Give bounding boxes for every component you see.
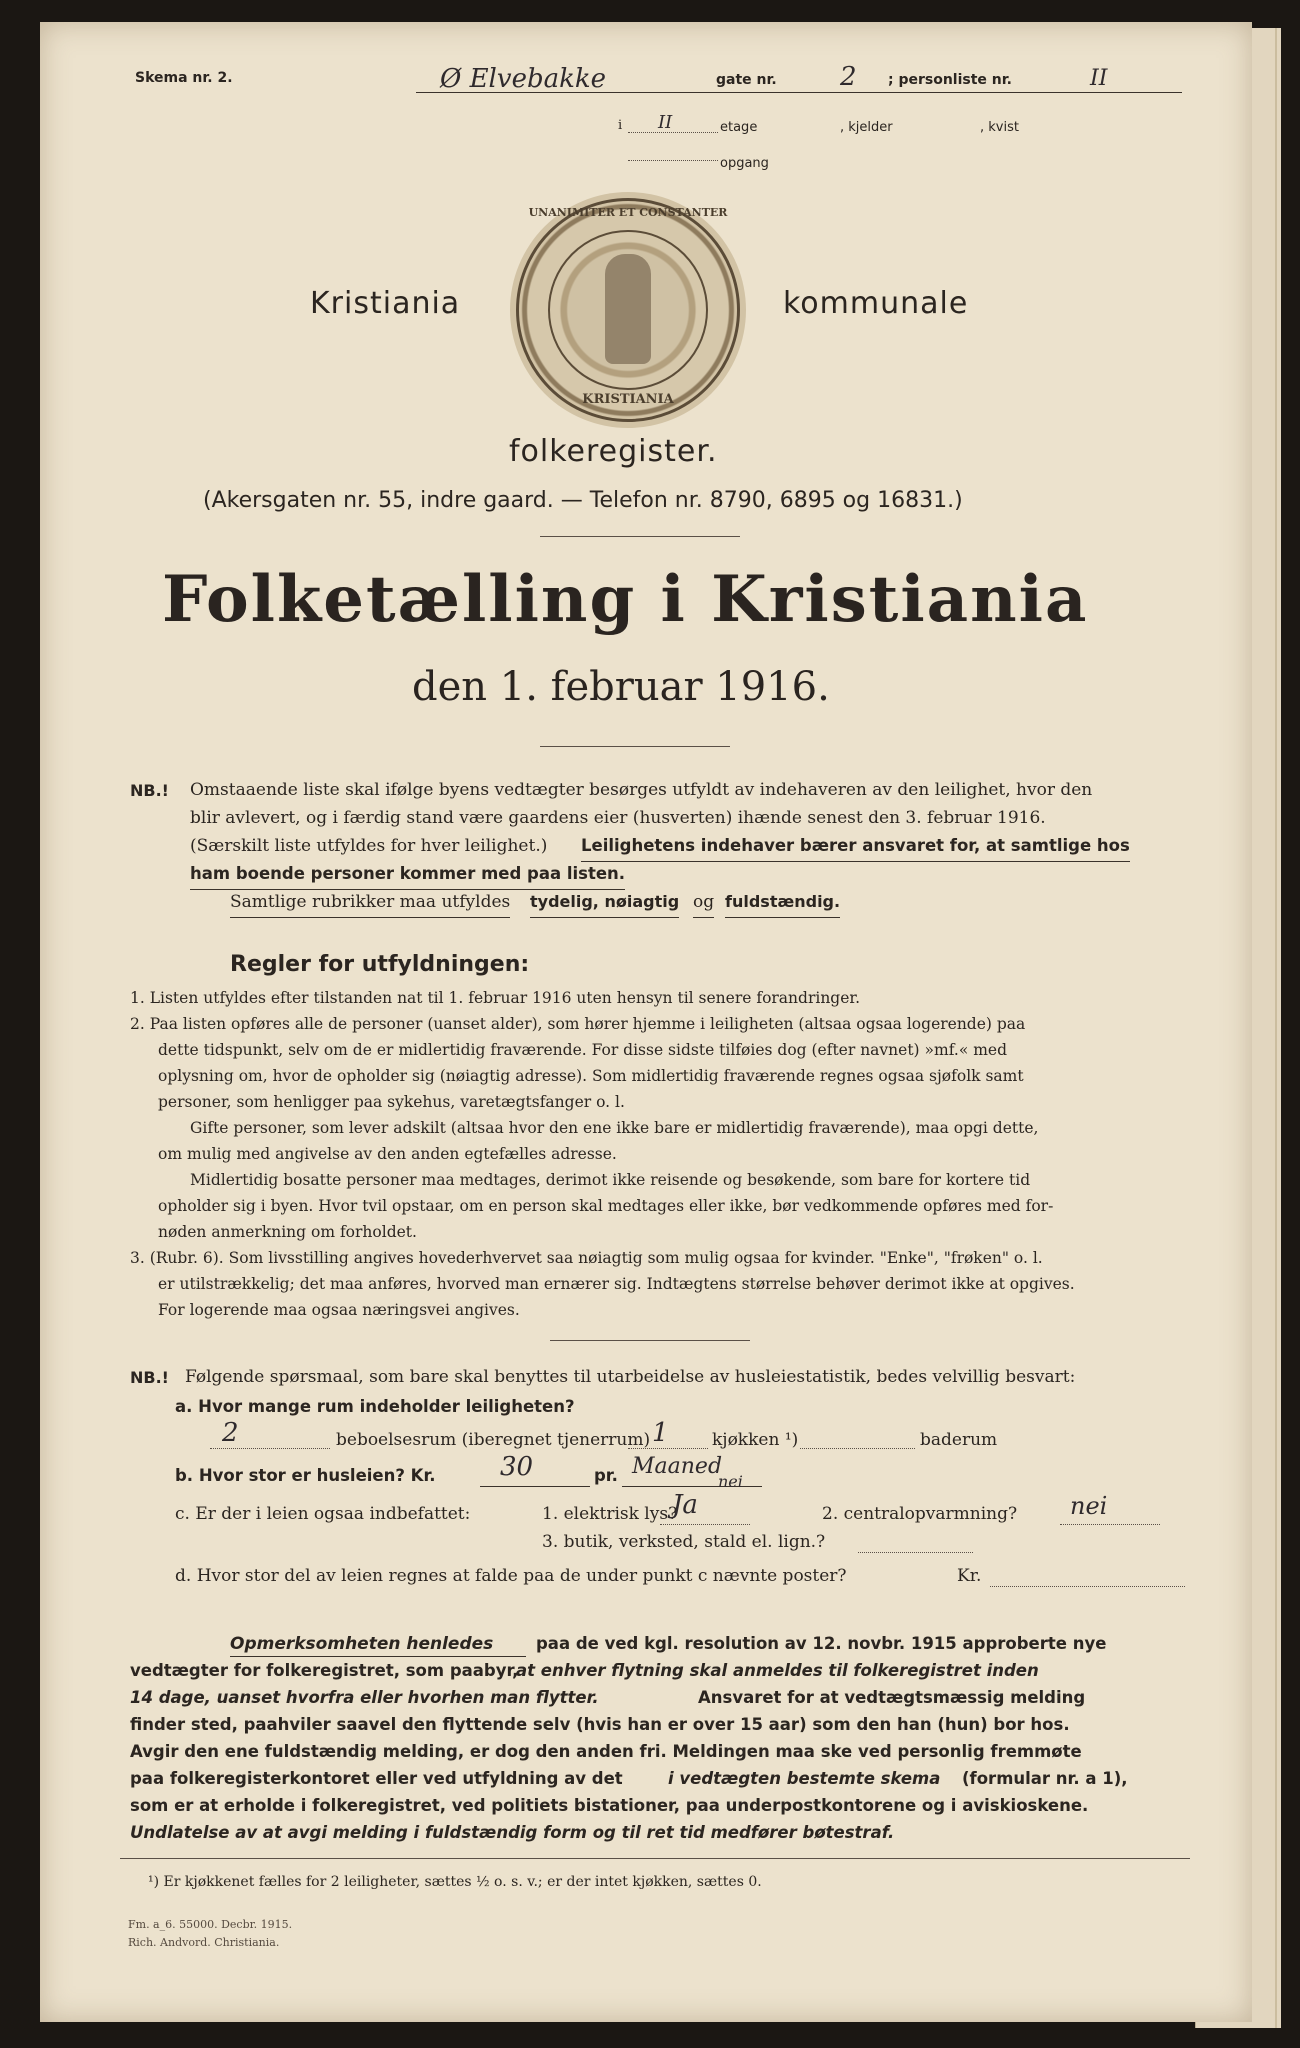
- nb1-line1: Omstaaende liste skal ifølge byens vedtægter besørges utfyldt av indehaveren av den leilighet, hvor den: [190, 780, 1093, 800]
- nb2-c-question: c. Er der i leien ogsaa indbefattet:: [175, 1504, 471, 1524]
- notice-line1: paa de ved kgl. resolution av 12. novbr. 1915 approberte nye: [536, 1634, 1107, 1653]
- nb1-line5d: fuldstændig.: [725, 888, 840, 918]
- rooms-handwritten: 2: [222, 1418, 239, 1448]
- form-date: den 1. februar 1916.: [412, 664, 830, 710]
- nb1-line5a: Samtlige rubrikker maa utfyldes: [230, 888, 510, 918]
- gate-label: gate nr.: [716, 72, 777, 88]
- seal-figure: [605, 254, 651, 364]
- notice-line5: Avgir den ene fuldstændig melding, er dog den anden fri. Meldingen maa ske ved personlig fremmøte: [130, 1742, 1082, 1761]
- c1-dots: [660, 1524, 750, 1525]
- census-form-page: [40, 22, 1252, 2022]
- c3-label: 3. butik, verksted, stald el. lign.?: [542, 1532, 826, 1552]
- notice-line7: som er at erholde i folkeregistret, ved politiets bistationer, paa underpostkontorene og i aviskioskene.: [130, 1796, 1089, 1815]
- seal-bottom-text: KRISTIANIA: [582, 392, 674, 407]
- rule-line-13: For logerende maa ogsaa næringsvei angives.: [158, 1301, 520, 1319]
- d-kr: Kr.: [957, 1566, 982, 1586]
- rule-line-2: 2. Paa listen opføres alle de personer (uanset alder), som hører hjemme i leiligheten (altsaa ogsaa logerende) paa: [130, 1015, 1026, 1033]
- imprint-line2: Rich. Andvord. Christiania.: [128, 1936, 280, 1949]
- c1-answer: Ja: [672, 1490, 698, 1520]
- notice-line6c: (formular nr. a 1),: [962, 1769, 1128, 1788]
- gate-number-handwritten: 2: [840, 62, 857, 92]
- rent-pr: pr.: [594, 1466, 618, 1485]
- period-handwritten: Maaned: [632, 1454, 723, 1479]
- divider-rule-2: [540, 746, 730, 747]
- rule-line-5: personer, som henligger paa sykehus, varetægtsfanger o. l.: [158, 1093, 625, 1111]
- notice-line2a: vedtægter for folkeregistret, som paabyr,: [130, 1661, 519, 1680]
- rooms-dots: [210, 1448, 330, 1449]
- etage-label: etage: [720, 120, 758, 135]
- c1-answer-extra: nei: [718, 1472, 743, 1491]
- rooms-label: beboelsesrum (iberegnet tjenerrum): [336, 1430, 651, 1450]
- nb2-intro: Følgende spørsmaal, som bare skal benyttes til utarbeidelse av husleiestatistik, bedes velvillig besvart:: [185, 1367, 1076, 1387]
- skema-label: Skema nr. 2.: [135, 70, 233, 86]
- rent-handwritten: 30: [500, 1452, 534, 1482]
- d-dots: [990, 1586, 1185, 1587]
- rule-line-7: om mulig med angivelse av den anden egtefælles adresse.: [158, 1145, 617, 1163]
- rule-line-6: Gifte personer, som lever adskilt (altsaa hvor den ene ikke bare er midlertidig fraværende), maa opgi dette,: [190, 1119, 1039, 1137]
- rule-line-9: opholder sig i byen. Hvor tvil opstaar, om en person skal medtages eller ikke, bør vedkommende opføres med for-: [158, 1197, 1054, 1215]
- kjelder-label: , kjelder: [840, 120, 893, 135]
- nb2-label: NB.!: [130, 1368, 169, 1387]
- rule-line-4: oplysning om, hvor de opholder sig (nøiagtig adresse). Som midlertidig fraværende regnes ogsaa sjøfolk samt: [158, 1067, 1024, 1085]
- floor-prefix: i: [618, 118, 623, 133]
- nb1-line3b: Leilighetens indehaver bærer ansvaret for, at samtlige hos: [581, 832, 1130, 862]
- divider-rule: [540, 536, 740, 537]
- c2-answer: nei: [1070, 1492, 1108, 1520]
- rule-line-12: er utilstrækkelig; det maa anføres, hvorved man ernærer sig. Indtægtens størrelse behøver derimot ikke at opgives.: [158, 1275, 1075, 1293]
- nb1-line5b: tydelig, nøiagtig: [530, 888, 679, 918]
- footnote: ¹) Er kjøkkenet fælles for 2 leiligheter, sættes ½ o. s. v.; er der intet kjøkken, sættes 0.: [148, 1874, 762, 1890]
- notice-lead-underline: [230, 1656, 526, 1657]
- seal-top-text: UNANIMITER ET CONSTANTER: [528, 206, 728, 219]
- notice-line4: finder sted, paahviler saavel den flyttende selv (hvis han er over 15 aar) som den han (hun) bor hos.: [130, 1715, 1070, 1734]
- rule-line-3: dette tidspunkt, selv om de er midlertidig fraværende. For disse sidste tilføies dog (efter navnet) »mf.« med: [158, 1041, 1008, 1059]
- personliste-handwritten: II: [1090, 66, 1108, 91]
- c3-dots: [858, 1552, 973, 1553]
- notice-line2b: at enhver flytning skal anmeldes til folkeregistret inden: [516, 1661, 1039, 1680]
- nb1-line3a: (Særskilt liste utfyldes for hver leilighet.): [190, 836, 548, 856]
- notice-line6b: i vedtægten bestemte skema: [668, 1769, 941, 1788]
- opgang-label: opgang: [720, 156, 769, 171]
- kitchen-dots: [628, 1448, 708, 1449]
- rule-line-8: Midlertidig bosatte personer maa medtages, derimot ikke reisende og besøkende, som bare for kortere tid: [190, 1171, 1031, 1189]
- form-title: Folketælling i Kristiania: [162, 562, 1089, 637]
- footnote-rule: [120, 1858, 1190, 1859]
- authority-right: kommunale: [783, 286, 969, 321]
- street-handwritten: Ø Elvebakke: [440, 64, 606, 94]
- rule-line-11: 3. (Rubr. 6). Som livsstilling angives hovederhvervet saa nøiagtig som mulig ogsaa for kvinder. "Enke", "frøken" o. l.: [130, 1249, 1043, 1267]
- notice-line3b: Ansvaret for at vedtægtsmæssig melding: [698, 1688, 1086, 1707]
- personliste-label: ; personliste nr.: [888, 72, 1012, 88]
- rule-line-10: nøden anmerkning om forholdet.: [158, 1223, 417, 1241]
- notice-lead: Opmerksomheten henledes: [230, 1634, 494, 1654]
- nb2-b-question: b. Hvor stor er husleien? Kr.: [175, 1466, 436, 1485]
- nb1-line4: ham boende personer kommer med paa listen.: [190, 860, 625, 890]
- divider-rule-3: [550, 1340, 750, 1341]
- bath-dots: [800, 1448, 915, 1449]
- nb1-label: NB.!: [130, 781, 169, 800]
- opgang-dots: [628, 160, 718, 161]
- c2-dots: [1060, 1524, 1160, 1525]
- nb2-d-question: d. Hvor stor del av leien regnes at falde paa de under punkt c nævnte poster?: [175, 1566, 847, 1586]
- rule-line-1: 1. Listen utfyldes efter tilstanden nat til 1. februar 1916 uten hensyn til senere forandringer.: [130, 989, 861, 1007]
- c2-label: 2. centralopvarmning?: [822, 1504, 1018, 1524]
- notice-line8: Undlatelse av at avgi melding i fuldstændig form og til ret tid medfører bøtestraf.: [130, 1823, 895, 1842]
- kristiania-seal: [510, 192, 746, 428]
- authority-address: (Akersgaten nr. 55, indre gaard. — Telefon nr. 8790, 6895 og 16831.): [203, 488, 963, 513]
- c1-label: 1. elektrisk lys?: [542, 1504, 678, 1524]
- imprint-line1: Fm. a_6. 55000. Decbr. 1915.: [128, 1918, 293, 1931]
- notice-line6a: paa folkeregisterkontoret eller ved utfyldning av det: [130, 1769, 623, 1788]
- kvist-label: , kvist: [980, 120, 1019, 135]
- authority-left: Kristiania: [310, 286, 461, 321]
- nb1-line2: blir avlevert, og i færdig stand være gaardens eier (husverten) ihænde senest den 3. februar 1916.: [190, 808, 1046, 828]
- kitchen-handwritten: 1: [652, 1418, 669, 1448]
- notice-line3a: 14 dage, uanset hvorfra eller hvorhen man flytter.: [130, 1688, 599, 1707]
- floor-handwritten: II: [658, 112, 673, 133]
- authority-name: folkeregister.: [509, 434, 718, 469]
- rent-line: [480, 1486, 590, 1487]
- nb2-a-question: a. Hvor mange rum indeholder leiligheten?: [175, 1397, 575, 1416]
- floor-dots: [628, 132, 718, 133]
- nb1-line5c: og: [693, 888, 714, 918]
- rules-heading: Regler for utfyldningen:: [230, 952, 530, 977]
- kitchen-label: kjøkken ¹): [712, 1430, 799, 1450]
- bath-label: baderum: [920, 1430, 998, 1450]
